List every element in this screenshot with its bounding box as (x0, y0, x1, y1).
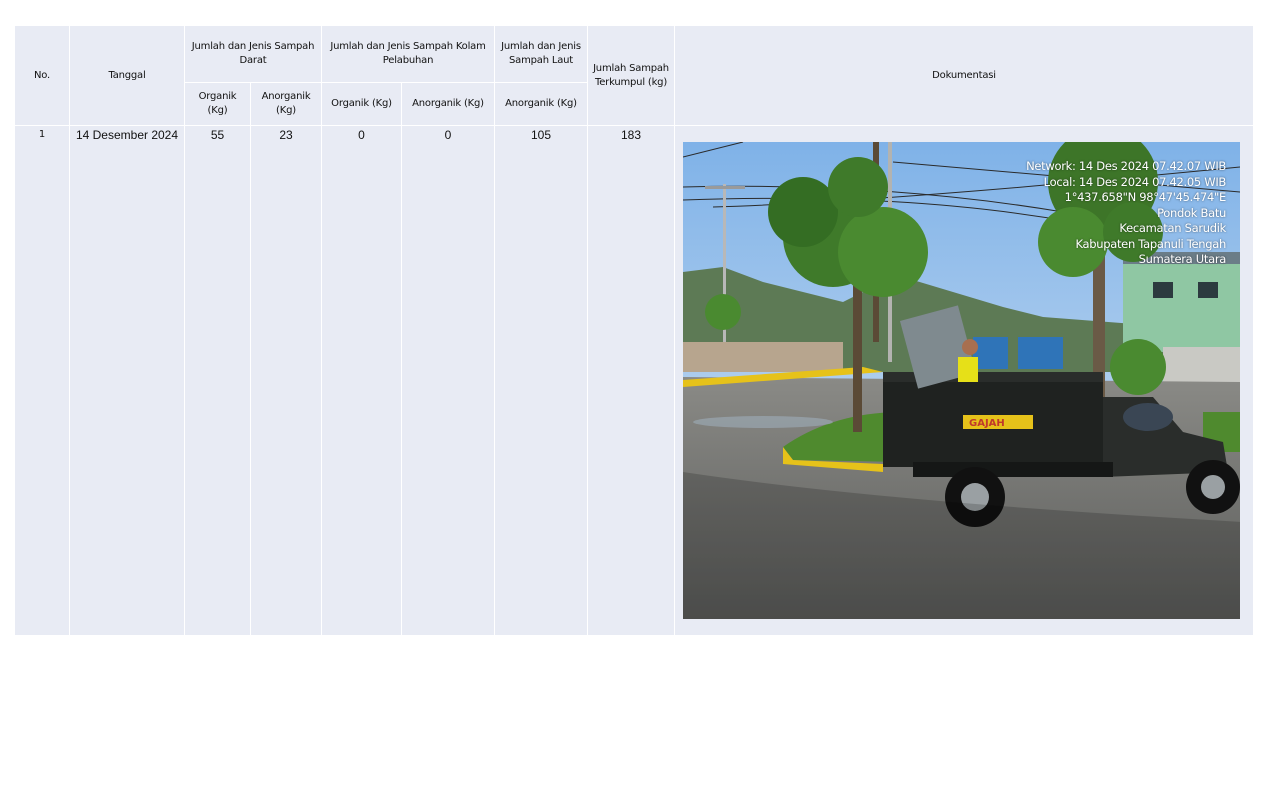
cell-laut-anorganik: 105 (495, 126, 588, 636)
green-building (1123, 262, 1240, 352)
header-terkumpul: Jumlah Sampah Terkumpul (kg) (588, 26, 675, 126)
cell-dokumentasi (675, 126, 1254, 636)
header-kolam-organik: Organik (Kg) (322, 83, 402, 126)
blue-sign (973, 337, 1008, 369)
header-kolam-anorganik: Anorganik (Kg) (402, 83, 495, 126)
header-laut-anorganik: Anorganik (Kg) (495, 83, 588, 126)
header-darat-anorganik: Anorganik (Kg) (251, 83, 322, 126)
stamp-local-time: Local: 14 Des 2024 07.42.05 WIB (1043, 174, 1227, 189)
documentation-photo (683, 142, 1240, 619)
stamp-kecamatan: Kecamatan Sarudik (1119, 221, 1227, 235)
stamp-coordinates: 1°437.658"N 98°47'45.474"E (1064, 190, 1227, 204)
stamp-provinsi: Sumatera Utara (1138, 252, 1227, 266)
header-sampah-laut: Jumlah dan Jenis Sampah Laut (495, 26, 588, 83)
header-no: No. (15, 26, 70, 126)
stamp-location: Pondok Batu (1157, 205, 1227, 220)
stamp-network-time: Network: 14 Des 2024 07.42.07 WIB (1026, 159, 1227, 173)
puddle (693, 416, 833, 428)
header-darat-organik: Organik (Kg) (185, 83, 251, 126)
table-row (15, 126, 1254, 636)
cell-terkumpul: 183 (588, 126, 675, 636)
wheel (1186, 460, 1240, 514)
cell-darat-anorganik: 23 (251, 126, 322, 636)
header-tanggal: Tanggal (70, 26, 185, 126)
cell-kolam-organik: 0 (322, 126, 402, 636)
header-sampah-darat: Jumlah dan Jenis Sampah Darat (185, 26, 322, 83)
cell-no: 1 (15, 126, 70, 636)
cell-tanggal: 14 Desember 2024 (70, 126, 185, 636)
waste-collection-table (14, 25, 1254, 636)
svg-text:GAJAH: GAJAH (969, 418, 1005, 429)
photo-timestamp-overlay (1026, 159, 1226, 268)
blue-sign (1018, 337, 1063, 369)
wall (683, 342, 843, 372)
worker (958, 357, 978, 382)
cell-kolam-anorganik: 0 (402, 126, 495, 636)
cell-darat-organik: 55 (185, 126, 251, 636)
header-sampah-kolam: Jumlah dan Jenis Sampah Kolam Pelabuhan (322, 26, 495, 83)
header-dokumentasi: Dokumentasi (675, 26, 1254, 126)
stamp-kabupaten: Kabupaten Tapanuli Tengah (1075, 236, 1227, 251)
